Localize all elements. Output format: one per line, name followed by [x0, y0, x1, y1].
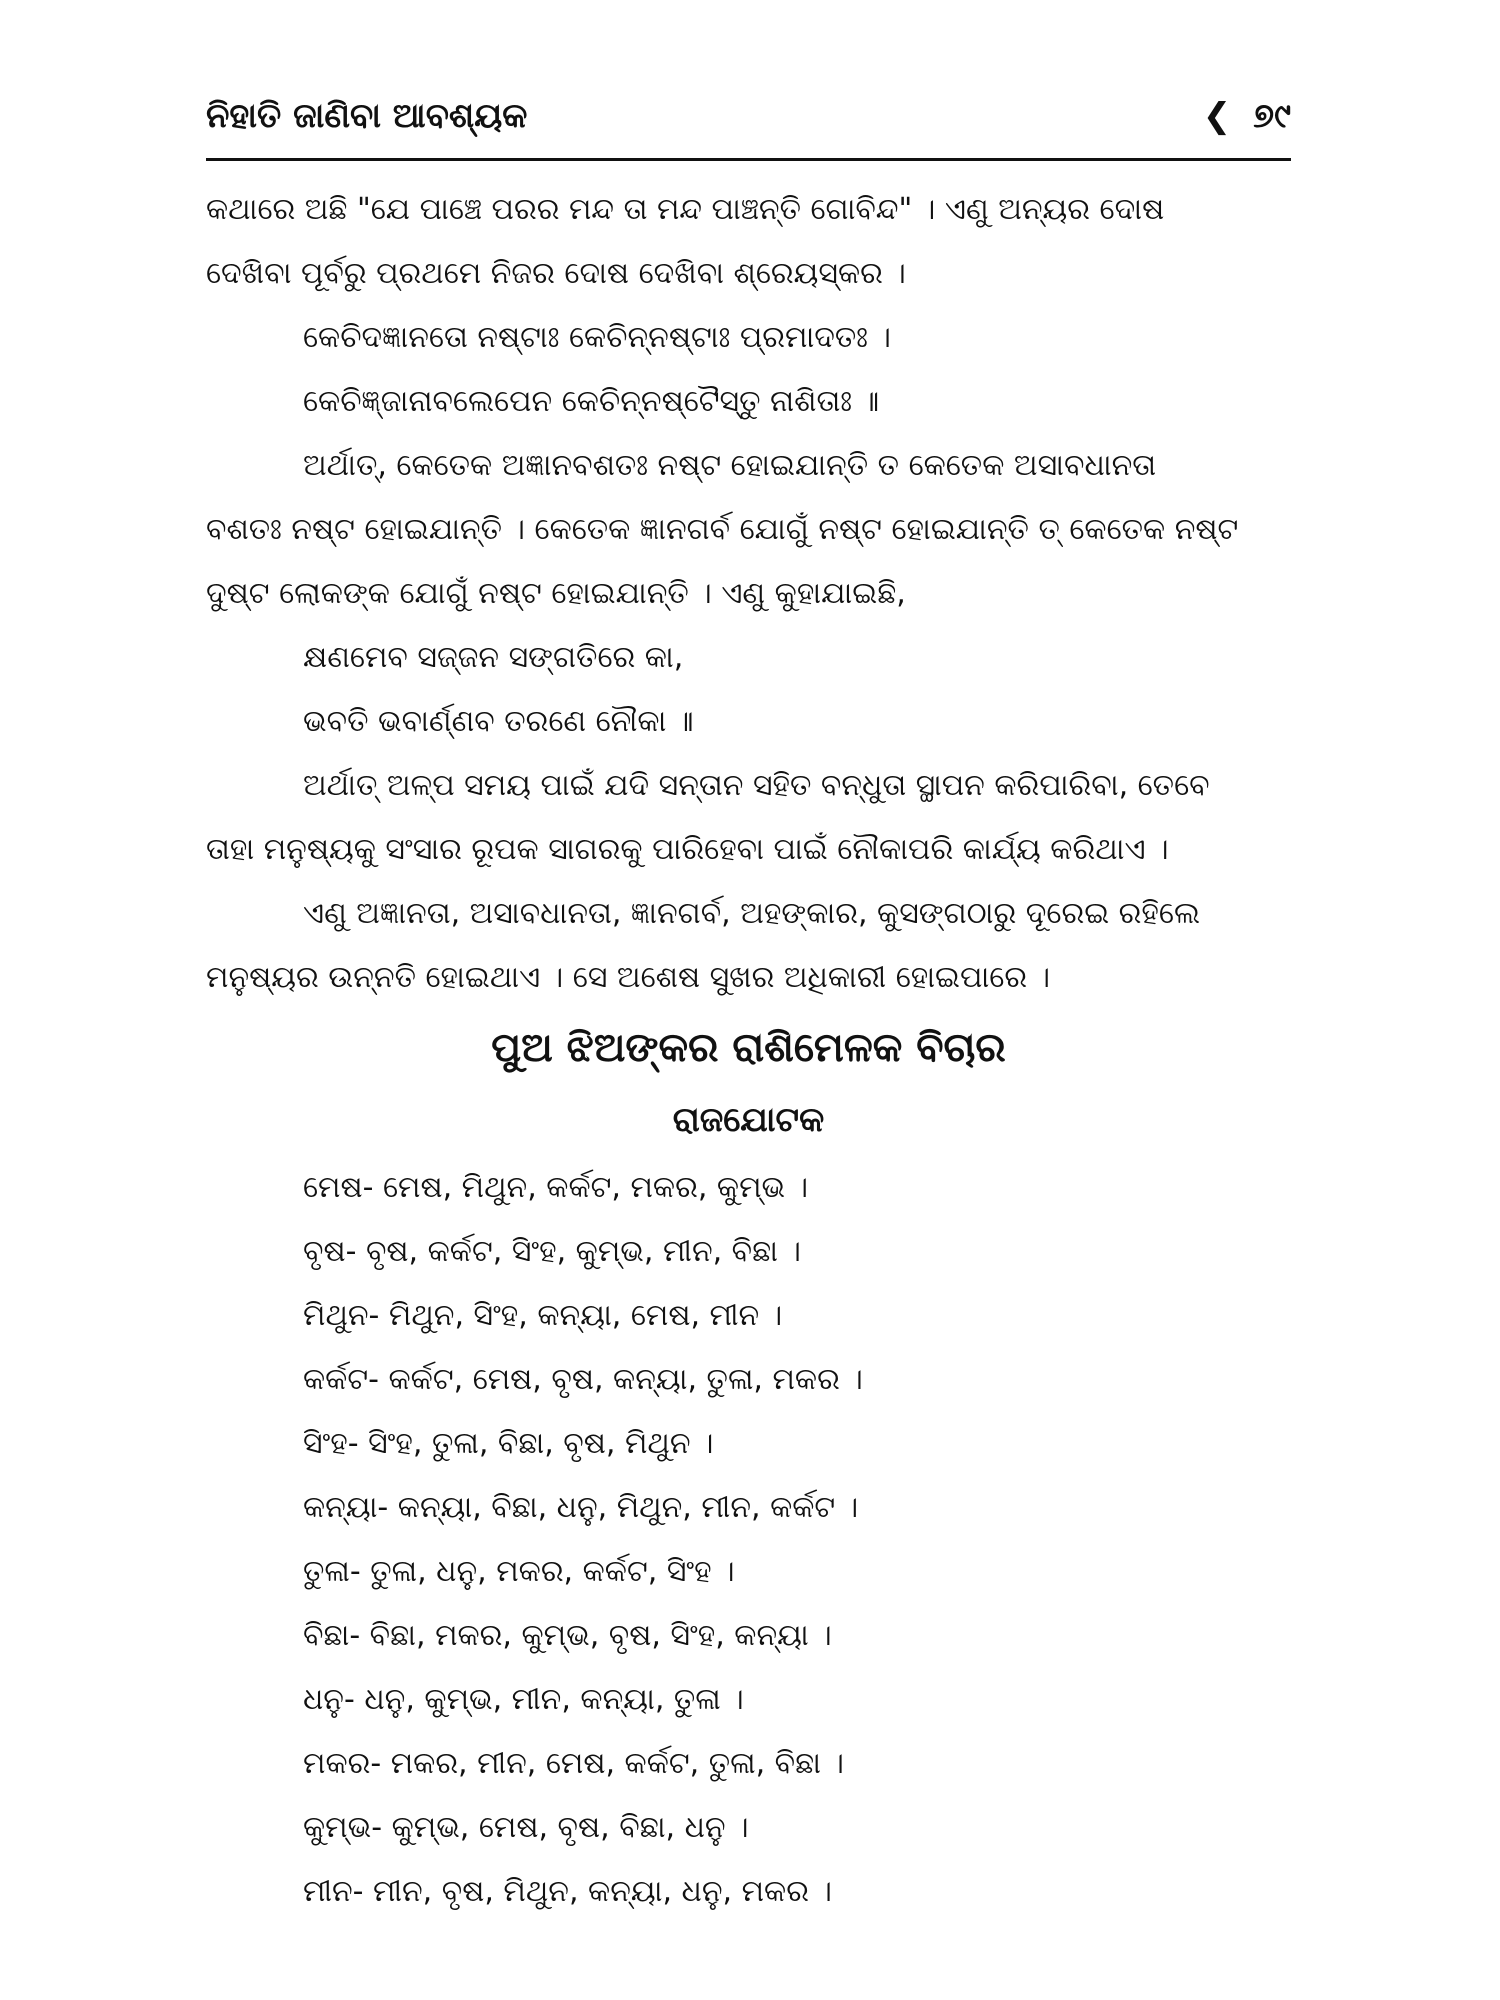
rashi-list-item: ବୃଷ- ବୃଷ, କର୍କଟ, ସିଂହ, କୁମ୍ଭ, ମୀନ, ବିଛା ।	[303, 1234, 802, 1269]
paragraph-line: ଏଣୁ ଅଜ୍ଞାନତା, ଅସାବଧାନତା, ଜ୍ଞାନଗର୍ବ, ଅହଙ୍କାର, କୁସଙ୍ଗଠାରୁ ଦୂରେଇ ରହିଲେ	[303, 896, 1201, 931]
shloka-line: କେଚିଜ୍ଞ୍ଜାନାବଲେପେନ କେଚିନ୍ନଷ୍ଟୈସ୍ତୁ ନାଶିତାଃ ॥	[303, 384, 880, 419]
paragraph-line: ମନୁଷ୍ୟର ଉନ୍ନତି ହୋଇଥାଏ । ସେ ଅଶେଷ ସୁଖର ଅଧିକାରୀ ହୋଇପାରେ ।	[206, 960, 1051, 995]
verse-line: ଭବତି ଭବାର୍ଣ୍ଣବ ତରଣେ ନୌକା ॥	[303, 704, 694, 739]
paragraph-line: ତାହା ମନୁଷ୍ୟକୁ ସଂସାର ରୂପକ ସାଗରକୁ ପାରିହେବା ପାଇଁ ନୌକାପରି କାର୍ଯ୍ୟ କରିଥାଏ ।	[206, 832, 1169, 867]
rashi-list-item: ସିଂହ- ସିଂହ, ତୁଳା, ବିଛା, ବୃଷ, ମିଥୁନ ।	[303, 1426, 714, 1461]
verse-line: କ୍ଷଣମେବ ସଜ୍ଜନ ସଙ୍ଗତିରେ କା,	[303, 640, 684, 675]
paragraph-line: ଦୁଷ୍ଟ ଲୋକଙ୍କ ଯୋଗୁଁ ନଷ୍ଟ ହୋଇଯାନ୍ତି । ଏଣୁ କୁହାଯାଇଛି,	[206, 576, 906, 611]
rashi-list-item: ବିଛା- ବିଛା, ମକର, କୁମ୍ଭ, ବୃଷ, ସିଂହ, କନ୍ୟା ।	[303, 1618, 832, 1653]
paragraph-line: ଅର୍ଥାତ୍ ଅଳ୍ପ ସମୟ ପାଇଁ ଯଦି ସନ୍ତାନ ସହିତ ବନ୍ଧୁତା ସ୍ଥାପନ କରିପାରିବା, ତେବେ	[303, 768, 1210, 803]
rashi-list-item: କନ୍ୟା- କନ୍ୟା, ବିଛା, ଧନୁ, ମିଥୁନ, ମୀନ, କର୍କଟ ।	[303, 1490, 859, 1525]
section-title: ପୁଅ ଝିଅଙ୍କର ରାଶିମେଳକ ବିଚାର	[491, 1025, 1006, 1071]
page-number-block	[1203, 96, 1291, 136]
paragraph-line: କଥାରେ ଅଛି "ଯେ ପାଞ୍ଚେ ପରର ମନ୍ଦ ତା ମନ୍ଦ ପାଞ୍ଚନ୍ତି ଗୋବିନ୍ଦ" । ଏଣୁ ଅନ୍ୟର ଦୋଷ	[206, 192, 1165, 227]
running-title: ନିହାତି ଜାଣିବା ଆବଶ୍ୟକ	[206, 96, 528, 136]
rashi-list-item: ଧନୁ- ଧନୁ, କୁମ୍ଭ, ମୀନ, କନ୍ୟା, ତୁଳା ।	[303, 1682, 744, 1717]
paragraph-line: ବଶତଃ ନଷ୍ଟ ହୋଇଯାନ୍ତି । କେତେକ ଜ୍ଞାନଗର୍ବ ଯୋଗୁଁ ନଷ୍ଟ ହୋଇଯାନ୍ତି ତ୍ କେତେକ ନଷ୍ଟ	[206, 512, 1239, 547]
rashi-list-item: ମିଥୁନ- ମିଥୁନ, ସିଂହ, କନ୍ୟା, ମେଷ, ମୀନ ।	[303, 1298, 783, 1333]
rashi-list-item: କର୍କଟ- କର୍କଟ, ମେଷ, ବୃଷ, କନ୍ୟା, ତୁଳା, ମକର ।	[303, 1362, 863, 1397]
header-rule	[206, 158, 1291, 161]
page-marker-icon: ❮	[1202, 96, 1232, 136]
rashi-list-item: ମୀନ- ମୀନ, ବୃଷ, ମିଥୁନ, କନ୍ୟା, ଧନୁ, ମକର ।	[303, 1874, 832, 1909]
section-subtitle: ରାଜଯୋଟକ	[672, 1100, 825, 1140]
paragraph-line: ଦେଖିବା ପୂର୍ବରୁ ପ୍ରଥମେ ନିଜର ଦୋଷ ଦେଖିବା ଶ୍ରେୟସ୍କର ।	[206, 256, 906, 291]
rashi-list-item: ମେଷ- ମେଷ, ମିଥୁନ, କର୍କଟ, ମକର, କୁମ୍ଭ ।	[303, 1170, 809, 1205]
paragraph-line: ଅର୍ଥାତ୍, କେତେକ ଅଜ୍ଞାନବଶତଃ ନଷ୍ଟ ହୋଇଯାନ୍ତି ତ କେତେକ ଅସାବଧାନତା	[303, 448, 1157, 483]
running-header	[206, 96, 1291, 152]
page-number: ୭୯	[1253, 96, 1291, 136]
shloka-line: କେଚିଦଜ୍ଞାନତୋ ନଷ୍ଟାଃ କେଚିନ୍ନଷ୍ଟାଃ ପ୍ରମାଦତଃ ।	[303, 320, 892, 355]
rashi-list-item: କୁମ୍ଭ- କୁମ୍ଭ, ମେଷ, ବୃଷ, ବିଛା, ଧନୁ ।	[303, 1810, 749, 1845]
rashi-list-item: ତୁଳା- ତୁଳା, ଧନୁ, ମକର, କର୍କଟ, ସିଂହ ।	[303, 1554, 735, 1589]
rashi-list-item: ମକର- ମକର, ମୀନ, ମେଷ, କର୍କଟ, ତୁଳା, ବିଛା ।	[303, 1746, 845, 1781]
